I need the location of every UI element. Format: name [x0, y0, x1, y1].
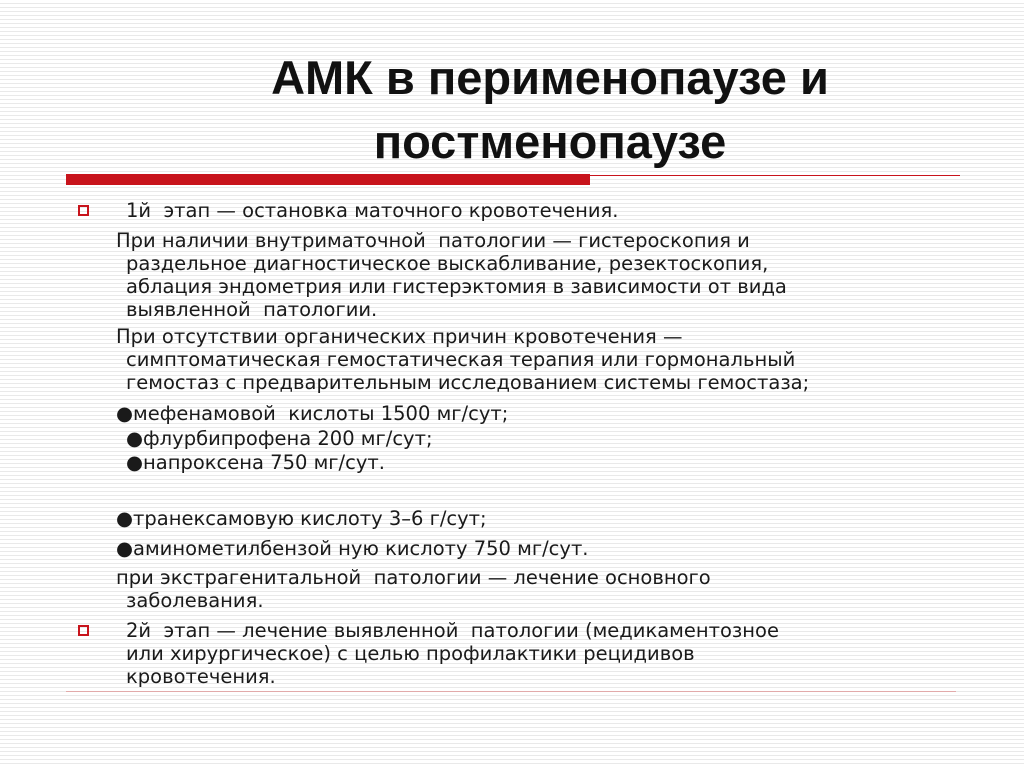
paragraph1-line1: При наличии внутриматочной патологии — гистероскопия и — [116, 229, 750, 252]
bottom-divider — [66, 691, 956, 692]
stage2-line1: 2й этап — лечение выявленной патологии (медикаментозное — [126, 619, 779, 642]
drug-item-4: ●транексамовую кислоту 3–6 г/сут; — [116, 507, 487, 530]
drug-item-2: ●флурбипрофена 200 мг/сут; — [126, 427, 433, 450]
paragraph1-line4: выявленной патологии. — [126, 298, 378, 321]
stage2-line3: кровотечения. — [126, 665, 276, 688]
square-bullet-icon — [78, 625, 89, 636]
paragraph1-line3: аблация эндометрия или гистерэктомия в зависимости от вида — [126, 275, 787, 298]
title-underline-thin — [590, 175, 960, 176]
paragraph2-line1: При отсутствии органических причин кровотечения — — [116, 325, 683, 348]
title-underline-bar — [66, 174, 590, 185]
drug-item-3: ●напроксена 750 мг/сут. — [126, 451, 385, 474]
paragraph3-line1: при экстрагенитальной патологии — лечение основного — [116, 566, 711, 589]
paragraph1-line2: раздельное диагностическое выскабливание, резектоскопия, — [126, 252, 769, 275]
stage2-line2: или хирургическое) с целью профилактики рецидивов — [126, 642, 695, 665]
drug-item-5: ●аминометилбензой ную кислоту 750 мг/сут. — [116, 537, 589, 560]
paragraph3-line2: заболевания. — [126, 589, 264, 612]
stage1-heading: 1й этап — остановка маточного кровотечения. — [126, 199, 619, 222]
slide-title — [120, 46, 980, 174]
paragraph2-line3: гемостаз с предварительным исследованием системы гемостаза; — [126, 371, 810, 394]
paragraph2-line2: симптоматическая гемостатическая терапия или гормональный — [126, 348, 796, 371]
title-line-2: постменопаузе — [373, 115, 727, 168]
title-line-1: АМК в перименопаузе и — [271, 51, 829, 104]
drug-item-1: ●мефенамовой кислоты 1500 мг/сут; — [116, 402, 509, 425]
square-bullet-icon — [78, 205, 89, 216]
